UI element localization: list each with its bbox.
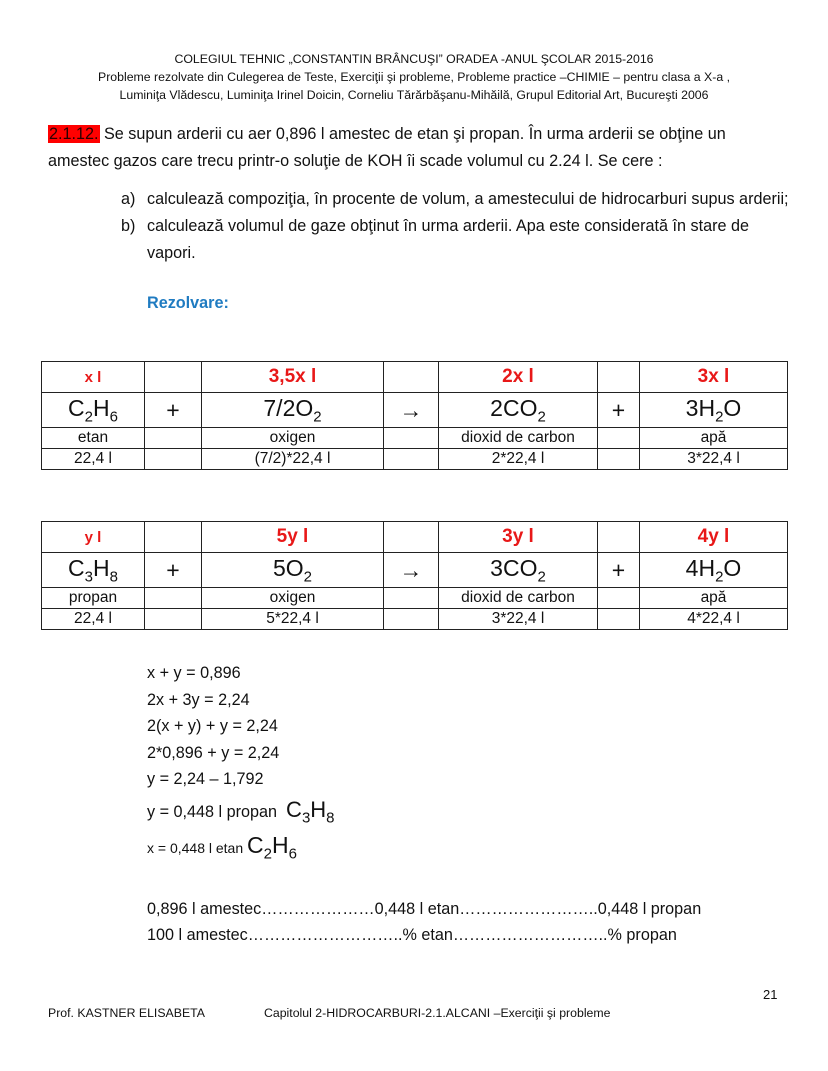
problem-number: 2.1.12. bbox=[49, 125, 99, 143]
volume-cell: y l bbox=[42, 522, 145, 553]
task-text: calculează compoziţia, în procente de volum, a amestecului de hidrocarburi supus arderii; bbox=[147, 190, 789, 208]
formula-cell: $C_2H_6$ bbox=[42, 393, 145, 428]
arrow-icon: → bbox=[384, 553, 439, 588]
empty-cell bbox=[598, 588, 640, 609]
reaction-table-propane bbox=[41, 521, 788, 630]
volume-cell: x l bbox=[42, 362, 145, 393]
formula-cell: $7/2O_2$ bbox=[202, 393, 384, 428]
name-cell: propan bbox=[42, 588, 145, 609]
task-label: b) bbox=[121, 217, 136, 235]
task-label: a) bbox=[121, 190, 136, 208]
formula-cell: $3H_2O$ bbox=[640, 393, 788, 428]
molar-cell: 4*22,4 l bbox=[640, 609, 788, 630]
task-a bbox=[121, 186, 791, 213]
volume-row bbox=[42, 522, 788, 553]
result-y: y = 0,448 l propan $C_3H_8$ bbox=[147, 796, 335, 826]
footer-author: Prof. KASTNER ELISABETA bbox=[48, 1006, 205, 1020]
reaction-table-ethane bbox=[41, 361, 788, 470]
task-list bbox=[121, 186, 791, 267]
volume-cell bbox=[598, 362, 640, 393]
empty-cell bbox=[598, 428, 640, 449]
arrow-icon: → bbox=[384, 393, 439, 428]
footer-chapter: Capitolul 2-HIDROCARBURI-2.1.ALCANI –Exerciţii şi probleme bbox=[264, 1006, 611, 1020]
proportion-block bbox=[147, 896, 701, 948]
document-header bbox=[0, 50, 828, 104]
molar-cell: 3*22,4 l bbox=[640, 449, 788, 470]
formula-cell: $4H_2O$ bbox=[640, 553, 788, 588]
empty-cell bbox=[598, 449, 640, 470]
volume-cell: 3,5x l bbox=[202, 362, 384, 393]
empty-cell bbox=[145, 449, 202, 470]
plus-sign: + bbox=[145, 553, 202, 588]
formula-row bbox=[42, 553, 788, 588]
name-cell: dioxid de carbon bbox=[439, 428, 598, 449]
empty-cell bbox=[384, 428, 439, 449]
empty-cell bbox=[384, 609, 439, 630]
plus-sign: + bbox=[598, 393, 640, 428]
calc-line: x + y = 0,896 bbox=[147, 664, 241, 682]
formula-row bbox=[42, 393, 788, 428]
calc-line: 2x + 3y = 2,24 bbox=[147, 690, 250, 709]
volume-cell: 2x l bbox=[439, 362, 598, 393]
molar-cell: 22,4 l bbox=[42, 609, 145, 630]
empty-cell bbox=[145, 609, 202, 630]
name-cell: oxigen bbox=[202, 428, 384, 449]
calc-line: 2(x + y) + y = 2,24 bbox=[147, 717, 278, 735]
empty-cell bbox=[145, 428, 202, 449]
proportion-line: 100 l amestec………………………..% etan………………………..% propan bbox=[147, 926, 677, 944]
name-cell: dioxid de carbon bbox=[439, 588, 598, 609]
formula-cell: $3CO_2$ bbox=[439, 553, 598, 588]
volume-cell bbox=[145, 362, 202, 393]
molar-cell: 3*22,4 l bbox=[439, 609, 598, 630]
volume-cell: 3y l bbox=[439, 522, 598, 553]
volume-cell: 5y l bbox=[202, 522, 384, 553]
molar-volume-row bbox=[42, 609, 788, 630]
calculation-steps bbox=[147, 660, 335, 863]
volume-row bbox=[42, 362, 788, 393]
formula-cell: $2CO_2$ bbox=[439, 393, 598, 428]
volume-cell bbox=[384, 522, 439, 553]
volume-cell: 3x l bbox=[640, 362, 788, 393]
empty-cell bbox=[384, 449, 439, 470]
volume-cell bbox=[598, 522, 640, 553]
header-school-line: COLEGIUL TEHNIC „CONSTANTIN BRÂNCUŞI” ORADEA -ANUL ŞCOLAR 2015-2016 bbox=[174, 52, 654, 66]
problem-statement bbox=[48, 121, 788, 175]
molar-volume-row bbox=[42, 449, 788, 470]
molar-cell: 2*22,4 l bbox=[439, 449, 598, 470]
name-row bbox=[42, 428, 788, 449]
name-row bbox=[42, 588, 788, 609]
proportion-line: 0,896 l amestec…………………0,448 l etan……………………..0,448 l propan bbox=[147, 900, 702, 918]
problem-text-line2: amestec gazos care trecu printr-o soluţie de KOH îi scade volumul cu 2.24 l. Se cere : bbox=[48, 152, 663, 170]
header-authors-line: Luminiţa Vlădescu, Luminiţa Irinel Doicin, Corneliu Tărărbăşanu-Mihăilă, Grupul Editorial Art, Bucureşti 2006 bbox=[119, 88, 709, 102]
name-cell: apă bbox=[640, 588, 788, 609]
task-text: calculează volumul de gaze obţinut în urma arderii. Apa este considerată în stare de vapori. bbox=[147, 217, 749, 262]
plus-sign: + bbox=[145, 393, 202, 428]
molar-cell: 22,4 l bbox=[42, 449, 145, 470]
name-cell: apă bbox=[640, 428, 788, 449]
volume-cell bbox=[145, 522, 202, 553]
formula-cell: $C_3H_8$ bbox=[42, 553, 145, 588]
name-cell: oxigen bbox=[202, 588, 384, 609]
result-x: x = 0,448 l etan $C_2H_6$ bbox=[147, 831, 297, 863]
empty-cell bbox=[145, 588, 202, 609]
solution-heading: Rezolvare: bbox=[147, 294, 229, 312]
empty-cell bbox=[598, 609, 640, 630]
calc-line: 2*0,896 + y = 2,24 bbox=[147, 743, 280, 762]
empty-cell bbox=[384, 588, 439, 609]
problem-text-line1: Se supun arderii cu aer 0,896 l amestec de etan şi propan. În urma arderii se obţine un bbox=[99, 125, 726, 143]
calc-line: y = 2,24 – 1,792 bbox=[147, 770, 264, 788]
plus-sign: + bbox=[598, 553, 640, 588]
page-number: 21 bbox=[763, 987, 778, 1002]
molar-cell: 5*22,4 l bbox=[202, 609, 384, 630]
task-b bbox=[121, 213, 791, 267]
volume-cell: 4y l bbox=[640, 522, 788, 553]
header-source-line: Probleme rezolvate din Culegerea de Teste, Exerciţii şi probleme, Probleme practice –CHIMIE – pentru clasa a X-a , bbox=[98, 70, 730, 84]
name-cell: etan bbox=[42, 428, 145, 449]
volume-cell bbox=[384, 362, 439, 393]
molar-cell: (7/2)*22,4 l bbox=[202, 449, 384, 470]
formula-cell: $5O_2$ bbox=[202, 553, 384, 588]
